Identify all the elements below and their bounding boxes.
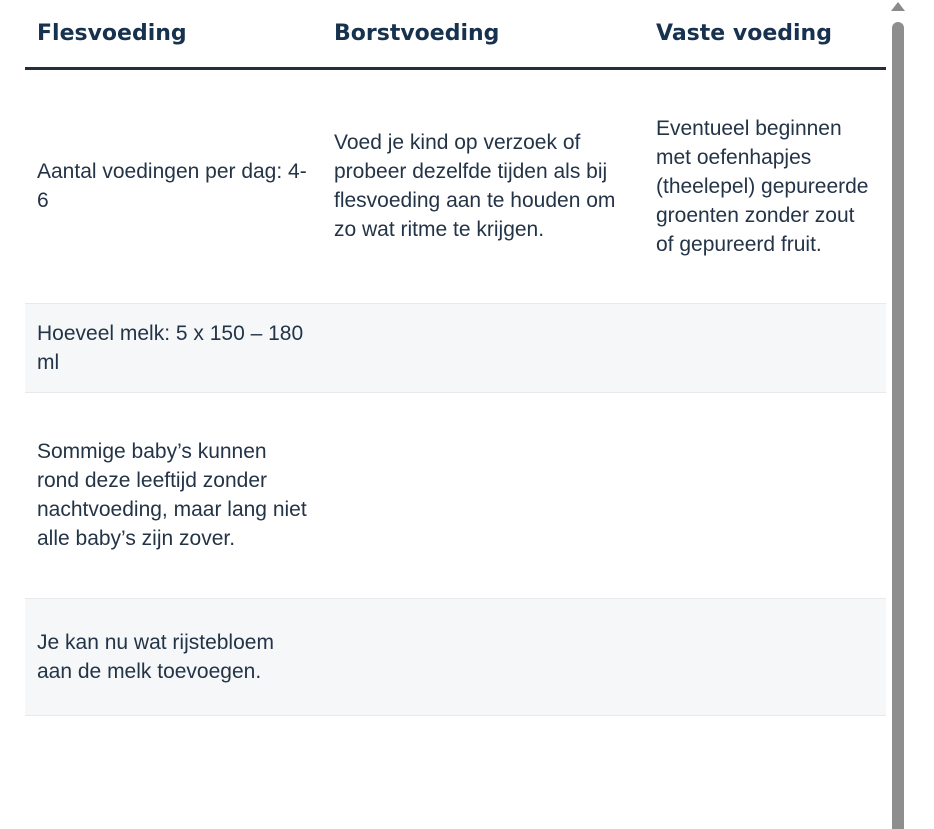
table-cell (644, 598, 886, 715)
table-cell: Voed je kind op verzoek of probeer dezelfde tijden als bij flesvoeding aan te houden om zo wat ritme te krijgen. (322, 68, 644, 303)
table-cell (322, 392, 644, 598)
table-body (25, 68, 886, 715)
table-row (25, 392, 886, 598)
table-cell: Je kan nu wat rijstebloem aan de melk toevoegen. (25, 598, 322, 715)
table-cell: Eventueel beginnen met oefenhapjes (theelepel) gepureerde groenten zonder zout of gepureerd fruit. (644, 68, 886, 303)
table-cell: Sommige baby’s kunnen rond deze leeftijd zonder nachtvoeding, maar lang niet alle baby’s zijn zover. (25, 392, 322, 598)
table-cell (644, 303, 886, 392)
arrow-up-icon[interactable] (891, 2, 905, 11)
feeding-table-container (25, 0, 886, 716)
table-cell (322, 303, 644, 392)
table-row (25, 68, 886, 303)
feeding-table (25, 0, 886, 716)
table-row (25, 598, 886, 715)
scrollbar-thumb[interactable] (892, 22, 904, 829)
table-cell (644, 392, 886, 598)
table-header (25, 0, 886, 68)
table-cell (322, 598, 644, 715)
column-header-borstvoeding: Borstvoeding (322, 0, 644, 68)
table-cell: Aantal voedingen per dag: 4-6 (25, 68, 322, 303)
header-row (25, 0, 886, 68)
column-header-vaste-voeding: Vaste voeding (644, 0, 886, 68)
vertical-scrollbar[interactable] (891, 0, 905, 829)
column-header-flesvoeding: Flesvoeding (25, 0, 322, 68)
table-row (25, 303, 886, 392)
table-cell: Hoeveel melk: 5 x 150 – 180 ml (25, 303, 322, 392)
